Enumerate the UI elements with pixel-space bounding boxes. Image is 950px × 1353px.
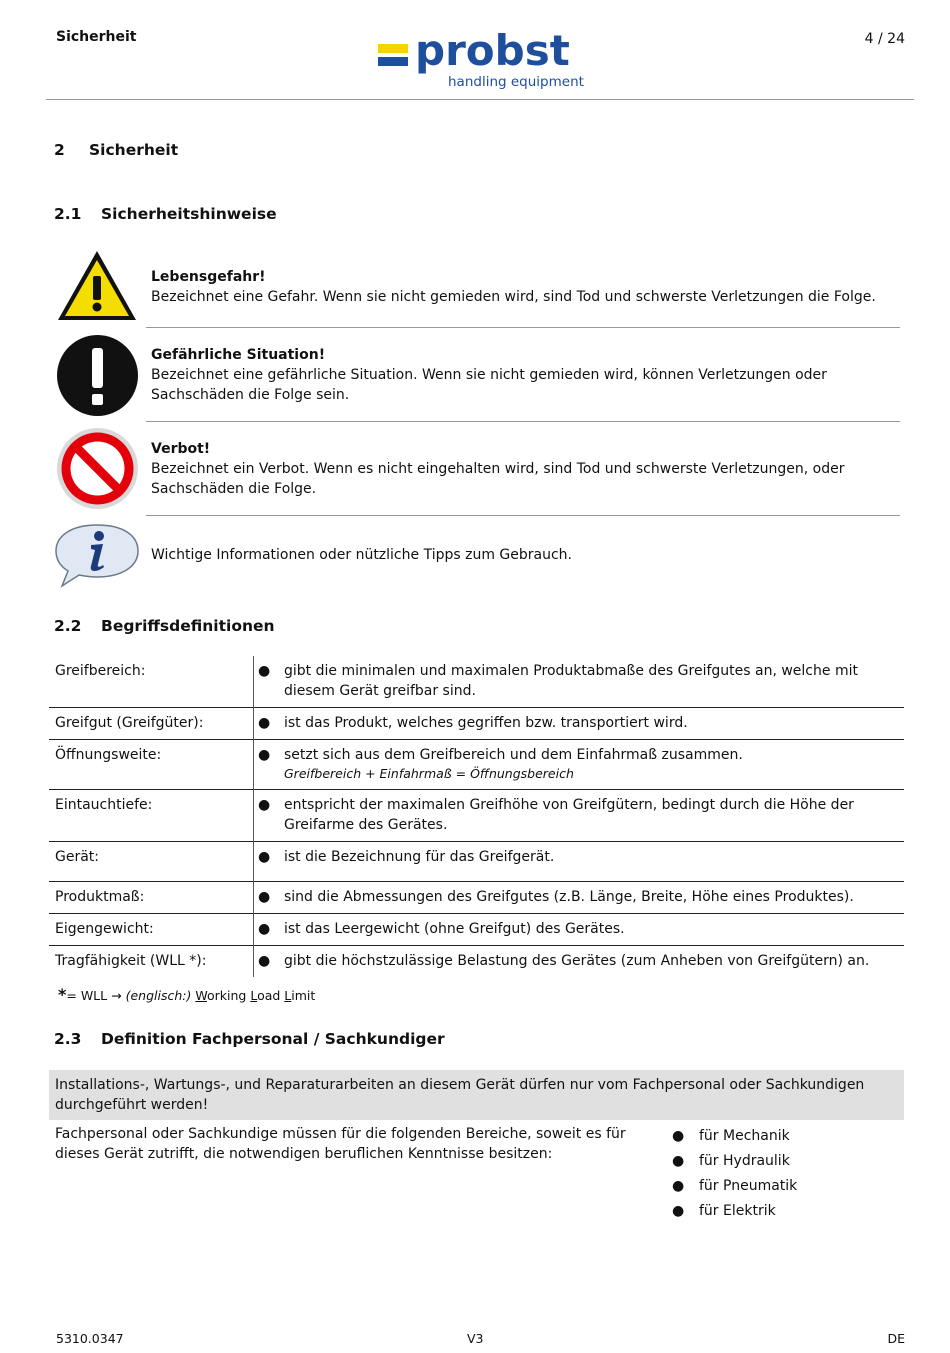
note-divider — [146, 421, 900, 422]
definition-value: entspricht der maximalen Greifhöhe von Greifgütern, bedingt durch die Höhe der Greifarme des Gerätes. — [284, 797, 854, 833]
definition-text — [278, 740, 904, 790]
definition-term: Produktmaß: — [49, 882, 254, 914]
warning-triangle-icon — [55, 248, 139, 324]
definition-term: Eintauchtiefe: — [49, 790, 254, 842]
definition-text — [278, 708, 904, 740]
definition-text — [278, 842, 904, 882]
heading-number: 2.1 — [54, 205, 82, 223]
list-item — [672, 1124, 797, 1149]
table-row — [49, 708, 904, 740]
bullet-icon: ● — [258, 921, 271, 937]
heading-section-2-1 — [54, 205, 277, 223]
definition-term: Gerät: — [49, 842, 254, 882]
definition-value: ist die Bezeichnung für das Greifgerät. — [284, 849, 555, 865]
table-row — [49, 882, 904, 914]
table-row — [49, 790, 904, 842]
note-title: Lebensgefahr! — [151, 269, 266, 285]
definition-text — [278, 882, 904, 914]
footnote-lang: (englisch:) — [125, 988, 192, 1003]
logo-yellow-bar — [378, 44, 408, 53]
definition-formula: Greifbereich + Einfahrmaß = Öffnungsbereich — [284, 766, 574, 781]
table-row — [49, 740, 904, 790]
definition-term: Öffnungsweite: — [49, 740, 254, 790]
heading-section-2-3 — [54, 1030, 445, 1048]
footnote-word: oad — [257, 988, 285, 1003]
note-text: Bezeichnet eine Gefahr. Wenn sie nicht gemieden wird, sind Tod und schwerste Verletzungen die Folge. — [151, 289, 876, 305]
bullet-icon: ● — [258, 797, 271, 813]
heading-title: Sicherheit — [89, 141, 179, 159]
bullet-icon: ● — [258, 747, 271, 763]
heading-title: Begriffsdefinitionen — [101, 617, 275, 635]
header-section-title: Sicherheit — [56, 29, 137, 45]
note-text: Wichtige Informationen oder nützliche Tipps zum Gebrauch. — [151, 547, 572, 563]
footnote-star: * — [58, 985, 67, 1004]
list-item-label: für Mechanik — [699, 1128, 790, 1144]
definition-text — [278, 790, 904, 842]
qualification-notice: Installations-, Wartungs-, und Reparaturarbeiten an diesem Gerät dürfen nur vom Fachpersonal oder Sachkundigen durchgeführt werden! — [49, 1070, 904, 1120]
note-divider — [146, 515, 900, 516]
exclamation-circle-icon — [56, 334, 139, 417]
definition-term: Tragfähigkeit (WLL *): — [49, 946, 254, 978]
list-item — [672, 1199, 797, 1224]
heading-section-2 — [54, 141, 178, 159]
footnote-word: imit — [291, 988, 316, 1003]
bullet-icon: ● — [258, 715, 271, 731]
definition-text — [278, 914, 904, 946]
heading-number: 2 — [54, 141, 65, 159]
logo-wordmark: probst — [415, 26, 570, 75]
heading-section-2-2 — [54, 617, 275, 635]
bullet-icon: ● — [672, 1203, 685, 1219]
logo-subtitle: handling equipment — [448, 74, 584, 90]
heading-number: 2.2 — [54, 617, 82, 635]
table-row — [49, 842, 904, 882]
bullet-icon: ● — [672, 1128, 685, 1144]
definition-term: Eigengewicht: — [49, 914, 254, 946]
note-text: Bezeichnet ein Verbot. Wenn es nicht eingehalten wird, sind Tod und schwerste Verletzungen, oder Sachschäden die Folge. — [151, 461, 845, 497]
header-divider — [46, 99, 914, 100]
heading-number: 2.3 — [54, 1030, 82, 1048]
safety-note-prohibition — [151, 439, 910, 499]
definition-value: ist das Leergewicht (ohne Greifgut) des Gerätes. — [284, 921, 625, 937]
qualification-areas-list — [672, 1124, 797, 1224]
heading-title: Definition Fachpersonal / Sachkundiger — [101, 1030, 445, 1048]
definition-text — [278, 946, 904, 978]
prohibition-sign-icon — [56, 427, 139, 510]
bullet-icon: ● — [258, 663, 271, 679]
list-item-label: für Elektrik — [699, 1203, 776, 1219]
bullet-icon: ● — [258, 953, 271, 969]
note-title: Gefährliche Situation! — [151, 347, 326, 363]
footnote-letter: W — [195, 988, 207, 1003]
list-item — [672, 1174, 797, 1199]
footnote-letter: L — [284, 988, 292, 1003]
bullet-icon: ● — [672, 1153, 685, 1169]
definition-term: Greifbereich: — [49, 656, 254, 708]
definition-value: gibt die höchstzulässige Belastung des Gerätes (zum Anheben von Greifgütern) an. — [284, 953, 870, 969]
table-row — [49, 656, 904, 708]
definition-value: ist das Produkt, welches gegriffen bzw. transportiert wird. — [284, 715, 688, 731]
note-text: Bezeichnet eine gefährliche Situation. Wenn sie nicht gemieden wird, können Verletzungen oder Sachschäden die Folge sein. — [151, 367, 827, 403]
arrow-right-icon: → — [111, 988, 122, 1003]
note-divider — [146, 327, 900, 328]
definition-value: gibt die minimalen und maximalen Produktabmaße des Greifgutes an, welche mit diesem Gerät greifbar sind. — [284, 663, 858, 699]
footer-language: DE — [887, 1331, 905, 1346]
footnote-word: orking — [206, 988, 251, 1003]
definition-term: Greifgut (Greifgüter): — [49, 708, 254, 740]
definition-value: sind die Abmessungen des Greifgutes (z.B. Länge, Breite, Höhe eines Produktes). — [284, 889, 854, 905]
list-item-label: für Pneumatik — [699, 1178, 798, 1194]
safety-note-danger — [151, 267, 910, 307]
info-bubble-icon — [54, 522, 140, 588]
footnote-abbr: = WLL — [66, 988, 108, 1003]
bullet-icon: ● — [258, 889, 271, 905]
definition-text — [278, 656, 904, 708]
bullet-icon: ● — [258, 849, 271, 865]
note-title: Verbot! — [151, 441, 211, 457]
qualification-text: Fachpersonal oder Sachkundige müssen für die folgenden Bereiche, soweit es für dieses Gerät zutrifft, die notwendigen beruflichen Kenntnisse besitzen: — [55, 1126, 626, 1162]
footer-version: V3 — [467, 1331, 484, 1346]
heading-title: Sicherheitshinweise — [101, 205, 277, 223]
definitions-table — [49, 656, 904, 977]
footer-doc-number: 5310.0347 — [56, 1331, 124, 1346]
logo-blue-bar — [378, 57, 408, 66]
footnote-letter: L — [250, 988, 258, 1003]
safety-note-info — [151, 545, 910, 565]
table-row — [49, 946, 904, 978]
probst-logo — [378, 26, 593, 96]
bullet-icon: ● — [672, 1178, 685, 1194]
wll-footnote — [58, 985, 315, 1004]
safety-note-dangerous-situation — [151, 345, 910, 405]
list-item-label: für Hydraulik — [699, 1153, 790, 1169]
definition-value: setzt sich aus dem Greifbereich und dem Einfahrmaß zusammen. — [284, 747, 743, 763]
page-number: 4 / 24 — [864, 31, 905, 47]
table-row — [49, 914, 904, 946]
list-item — [672, 1149, 797, 1174]
